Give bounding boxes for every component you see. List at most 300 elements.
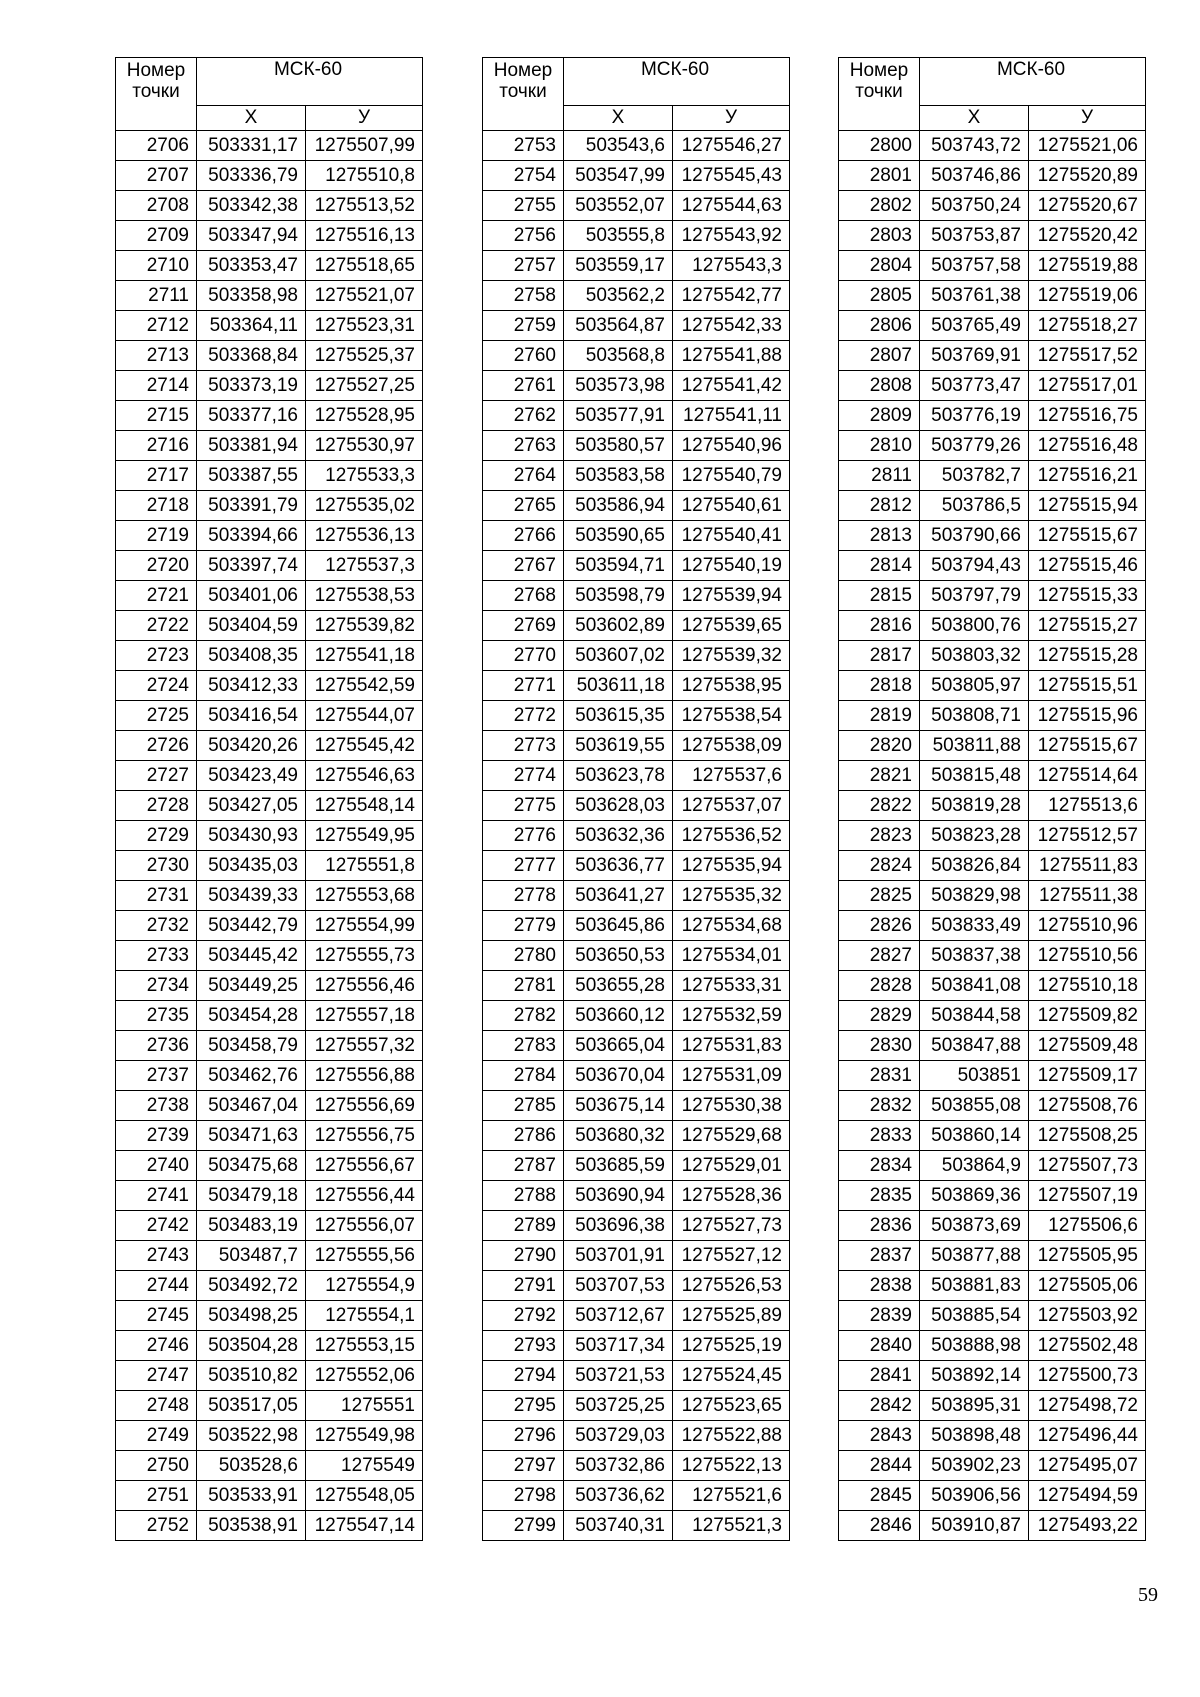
- table-row: [839, 131, 1146, 161]
- y-coordinate-cell: 1275537,07: [673, 791, 790, 821]
- point-number-cell: 2746: [116, 1331, 197, 1361]
- x-coordinate-cell: 503881,83: [920, 1271, 1029, 1301]
- point-number-cell: 2740: [116, 1151, 197, 1181]
- point-number-cell: 2786: [483, 1121, 564, 1151]
- y-coordinate-cell: 1275556,69: [306, 1091, 423, 1121]
- point-number-cell: 2762: [483, 401, 564, 431]
- table-row: [483, 821, 790, 851]
- y-coordinate-cell: 1275532,59: [673, 1001, 790, 1031]
- y-coordinate-cell: 1275544,63: [673, 191, 790, 221]
- x-coordinate-cell: 503611,18: [564, 671, 673, 701]
- point-number-cell: 2730: [116, 851, 197, 881]
- table-row: [483, 1031, 790, 1061]
- y-coordinate-cell: 1275516,13: [306, 221, 423, 251]
- y-coordinate-cell: 1275540,79: [673, 461, 790, 491]
- table-row: [483, 221, 790, 251]
- y-coordinate-cell: 1275518,65: [306, 251, 423, 281]
- x-coordinate-cell: 503364,11: [197, 311, 306, 341]
- point-number-cell: 2823: [839, 821, 920, 851]
- table-row: [116, 821, 423, 851]
- y-coordinate-cell: 1275517,01: [1029, 371, 1146, 401]
- x-coordinate-cell: 503725,25: [564, 1391, 673, 1421]
- x-coordinate-cell: 503805,97: [920, 671, 1029, 701]
- x-coordinate-cell: 503381,94: [197, 431, 306, 461]
- y-coordinate-cell: 1275521,06: [1029, 131, 1146, 161]
- y-coordinate-cell: 1275519,88: [1029, 251, 1146, 281]
- y-coordinate-cell: 1275496,44: [1029, 1421, 1146, 1451]
- y-coordinate-cell: 1275556,67: [306, 1151, 423, 1181]
- y-coordinate-cell: 1275551,8: [306, 851, 423, 881]
- x-coordinate-cell: 503665,04: [564, 1031, 673, 1061]
- x-coordinate-cell: 503729,03: [564, 1421, 673, 1451]
- y-coordinate-cell: 1275515,27: [1029, 611, 1146, 641]
- x-coordinate-cell: 503645,86: [564, 911, 673, 941]
- y-coordinate-cell: 1275554,99: [306, 911, 423, 941]
- table-row: [839, 1391, 1146, 1421]
- page-number: 59: [1138, 1584, 1158, 1606]
- table-row: [839, 461, 1146, 491]
- table-row: [116, 191, 423, 221]
- table-row: [116, 941, 423, 971]
- y-coordinate-cell: 1275520,89: [1029, 161, 1146, 191]
- x-coordinate-cell: 503471,63: [197, 1121, 306, 1151]
- table-row: [839, 1121, 1146, 1151]
- y-coordinate-cell: 1275540,41: [673, 521, 790, 551]
- y-coordinate-cell: 1275524,45: [673, 1361, 790, 1391]
- table-row: [116, 521, 423, 551]
- table-row: [483, 131, 790, 161]
- point-number-cell: 2773: [483, 731, 564, 761]
- point-number-cell: 2761: [483, 371, 564, 401]
- table-row: [839, 1181, 1146, 1211]
- point-number-cell: 2719: [116, 521, 197, 551]
- table-row: [839, 791, 1146, 821]
- y-coordinate-cell: 1275556,88: [306, 1061, 423, 1091]
- x-coordinate-cell: 503655,28: [564, 971, 673, 1001]
- table-row: [116, 1361, 423, 1391]
- y-coordinate-cell: 1275528,95: [306, 401, 423, 431]
- x-coordinate-cell: 503765,49: [920, 311, 1029, 341]
- point-number-cell: 2756: [483, 221, 564, 251]
- table-row: [116, 401, 423, 431]
- point-number-cell: 2844: [839, 1451, 920, 1481]
- x-coordinate-cell: 503685,59: [564, 1151, 673, 1181]
- y-coordinate-cell: 1275548,14: [306, 791, 423, 821]
- table-row: [483, 1271, 790, 1301]
- x-coordinate-cell: 503331,17: [197, 131, 306, 161]
- x-coordinate-cell: 503412,33: [197, 671, 306, 701]
- table-row: [839, 941, 1146, 971]
- x-coordinate-cell: 503336,79: [197, 161, 306, 191]
- point-number-cell: 2769: [483, 611, 564, 641]
- point-number-cell: 2815: [839, 581, 920, 611]
- point-number-cell: 2764: [483, 461, 564, 491]
- table-row: [839, 191, 1146, 221]
- point-number-cell: 2755: [483, 191, 564, 221]
- y-coordinate-cell: 1275529,01: [673, 1151, 790, 1181]
- x-coordinate-cell: 503811,88: [920, 731, 1029, 761]
- x-coordinate-cell: 503445,42: [197, 941, 306, 971]
- table-row: [116, 131, 423, 161]
- point-number-cell: 2780: [483, 941, 564, 971]
- y-coordinate-cell: 1275526,53: [673, 1271, 790, 1301]
- point-number-cell: 2767: [483, 551, 564, 581]
- x-coordinate-cell: 503898,48: [920, 1421, 1029, 1451]
- table-row: [483, 1151, 790, 1181]
- x-coordinate-cell: 503885,54: [920, 1301, 1029, 1331]
- point-number-cell: 2836: [839, 1211, 920, 1241]
- point-number-cell: 2839: [839, 1301, 920, 1331]
- table-row: [839, 341, 1146, 371]
- table-row: [483, 251, 790, 281]
- point-number-cell: 2785: [483, 1091, 564, 1121]
- point-number-cell: 2794: [483, 1361, 564, 1391]
- y-coordinate-cell: 1275538,09: [673, 731, 790, 761]
- table-row: [116, 431, 423, 461]
- point-number-cell: 2789: [483, 1211, 564, 1241]
- y-coordinate-cell: 1275515,51: [1029, 671, 1146, 701]
- x-coordinate-cell: 503423,49: [197, 761, 306, 791]
- point-number-cell: 2770: [483, 641, 564, 671]
- table-row: [839, 251, 1146, 281]
- y-coordinate-cell: 1275508,25: [1029, 1121, 1146, 1151]
- table-row: [116, 461, 423, 491]
- y-coordinate-cell: 1275549,95: [306, 821, 423, 851]
- table-row: [116, 1061, 423, 1091]
- point-number-cell: 2811: [839, 461, 920, 491]
- y-coordinate-cell: 1275556,75: [306, 1121, 423, 1151]
- x-coordinate-cell: 503650,53: [564, 941, 673, 971]
- x-coordinate-cell: 503632,36: [564, 821, 673, 851]
- x-coordinate-cell: 503776,19: [920, 401, 1029, 431]
- point-number-cell: 2713: [116, 341, 197, 371]
- y-coordinate-cell: 1275529,68: [673, 1121, 790, 1151]
- table-row: [483, 941, 790, 971]
- table-row: [116, 761, 423, 791]
- x-coordinate-cell: 503732,86: [564, 1451, 673, 1481]
- y-coordinate-cell: 1275531,83: [673, 1031, 790, 1061]
- x-coordinate-cell: 503829,98: [920, 881, 1029, 911]
- y-coordinate-cell: 1275515,96: [1029, 701, 1146, 731]
- x-coordinate-cell: 503408,35: [197, 641, 306, 671]
- y-coordinate-cell: 1275525,37: [306, 341, 423, 371]
- table-row: [483, 851, 790, 881]
- x-coordinate-cell: 503528,6: [197, 1451, 306, 1481]
- x-coordinate-cell: 503641,27: [564, 881, 673, 911]
- y-coordinate-cell: 1275508,76: [1029, 1091, 1146, 1121]
- table-row: [116, 341, 423, 371]
- table-row: [839, 1061, 1146, 1091]
- table-row: [839, 281, 1146, 311]
- table-row: [483, 1301, 790, 1331]
- y-coordinate-cell: 1275541,18: [306, 641, 423, 671]
- x-coordinate-cell: 503746,86: [920, 161, 1029, 191]
- table-row: [483, 1091, 790, 1121]
- point-number-cell: 2707: [116, 161, 197, 191]
- point-number-cell: 2805: [839, 281, 920, 311]
- point-number-cell: 2830: [839, 1031, 920, 1061]
- point-number-cell: 2715: [116, 401, 197, 431]
- table-row: [483, 701, 790, 731]
- x-coordinate-cell: 503860,14: [920, 1121, 1029, 1151]
- x-coordinate-cell: 503391,79: [197, 491, 306, 521]
- point-number-cell: 2834: [839, 1151, 920, 1181]
- table-row: [116, 281, 423, 311]
- y-coordinate-cell: 1275514,64: [1029, 761, 1146, 791]
- y-coordinate-cell: 1275536,13: [306, 521, 423, 551]
- point-number-cell: 2752: [116, 1511, 197, 1541]
- table-row: [839, 491, 1146, 521]
- y-coordinate-cell: 1275539,32: [673, 641, 790, 671]
- x-coordinate-cell: 503387,55: [197, 461, 306, 491]
- y-coordinate-cell: 1275533,31: [673, 971, 790, 1001]
- table-row: [116, 1211, 423, 1241]
- table-row: [839, 1421, 1146, 1451]
- point-number-cell: 2820: [839, 731, 920, 761]
- x-coordinate-cell: 503892,14: [920, 1361, 1029, 1391]
- x-coordinate-cell: 503427,05: [197, 791, 306, 821]
- table-row: [839, 401, 1146, 431]
- y-coordinate-cell: 1275547,14: [306, 1511, 423, 1541]
- x-coordinate-cell: 503559,17: [564, 251, 673, 281]
- point-number-cell: 2826: [839, 911, 920, 941]
- y-coordinate-cell: 1275507,19: [1029, 1181, 1146, 1211]
- table-row: [116, 671, 423, 701]
- point-number-cell: 2833: [839, 1121, 920, 1151]
- x-coordinate-cell: 503675,14: [564, 1091, 673, 1121]
- y-coordinate-cell: 1275493,22: [1029, 1511, 1146, 1541]
- x-coordinate-cell: 503721,53: [564, 1361, 673, 1391]
- point-number-cell: 2829: [839, 1001, 920, 1031]
- point-number-cell: 2837: [839, 1241, 920, 1271]
- point-number-cell: 2722: [116, 611, 197, 641]
- x-coordinate-cell: 503794,43: [920, 551, 1029, 581]
- point-number-cell: 2776: [483, 821, 564, 851]
- y-coordinate-cell: 1275527,73: [673, 1211, 790, 1241]
- x-coordinate-cell: 503717,34: [564, 1331, 673, 1361]
- x-coordinate-cell: 503736,62: [564, 1481, 673, 1511]
- point-number-cell: 2809: [839, 401, 920, 431]
- table-row: [483, 1421, 790, 1451]
- point-number-cell: 2806: [839, 311, 920, 341]
- table-row: [839, 1271, 1146, 1301]
- x-coordinate-cell: 503397,74: [197, 551, 306, 581]
- table-row: [839, 581, 1146, 611]
- y-coordinate-cell: 1275516,48: [1029, 431, 1146, 461]
- point-number-cell: 2726: [116, 731, 197, 761]
- point-number-cell: 2814: [839, 551, 920, 581]
- table-row: [483, 1121, 790, 1151]
- y-coordinate-cell: 1275505,95: [1029, 1241, 1146, 1271]
- y-coordinate-cell: 1275540,96: [673, 431, 790, 461]
- point-number-cell: 2803: [839, 221, 920, 251]
- table-row: [116, 491, 423, 521]
- y-coordinate-cell: 1275535,32: [673, 881, 790, 911]
- point-number-cell: 2712: [116, 311, 197, 341]
- y-coordinate-cell: 1275555,73: [306, 941, 423, 971]
- point-number-cell: 2734: [116, 971, 197, 1001]
- x-coordinate-cell: 503442,79: [197, 911, 306, 941]
- table-row: [483, 1361, 790, 1391]
- point-number-cell: 2754: [483, 161, 564, 191]
- x-coordinate-cell: 503800,76: [920, 611, 1029, 641]
- x-coordinate-cell: 503690,94: [564, 1181, 673, 1211]
- point-number-cell: 2743: [116, 1241, 197, 1271]
- table-row: [116, 1391, 423, 1421]
- y-coordinate-cell: 1275510,56: [1029, 941, 1146, 971]
- y-coordinate-cell: 1275494,59: [1029, 1481, 1146, 1511]
- x-coordinate-cell: 503435,03: [197, 851, 306, 881]
- point-number-cell: 2735: [116, 1001, 197, 1031]
- table-row: [116, 911, 423, 941]
- table-row: [116, 791, 423, 821]
- x-coordinate-cell: 503844,58: [920, 1001, 1029, 1031]
- coordinate-table-2: [482, 57, 790, 1541]
- point-number-cell: 2741: [116, 1181, 197, 1211]
- x-coordinate-cell: 503636,77: [564, 851, 673, 881]
- x-coordinate-cell: 503458,79: [197, 1031, 306, 1061]
- x-coordinate-cell: 503696,38: [564, 1211, 673, 1241]
- y-coordinate-cell: 1275546,63: [306, 761, 423, 791]
- table-row: [483, 341, 790, 371]
- point-number-cell: 2831: [839, 1061, 920, 1091]
- y-coordinate-cell: 1275495,07: [1029, 1451, 1146, 1481]
- x-coordinate-cell: 503377,16: [197, 401, 306, 431]
- table-row: [839, 1151, 1146, 1181]
- x-coordinate-cell: 503583,58: [564, 461, 673, 491]
- point-number-cell: 2825: [839, 881, 920, 911]
- point-number-cell: 2721: [116, 581, 197, 611]
- x-coordinate-cell: 503590,65: [564, 521, 673, 551]
- table-row: [483, 911, 790, 941]
- table-row: [116, 1181, 423, 1211]
- table-row: [116, 371, 423, 401]
- x-coordinate-cell: 503510,82: [197, 1361, 306, 1391]
- x-coordinate-cell: 503347,94: [197, 221, 306, 251]
- x-coordinate-cell: 503543,6: [564, 131, 673, 161]
- y-coordinate-cell: 1275530,97: [306, 431, 423, 461]
- point-number-cell: 2822: [839, 791, 920, 821]
- point-number-cell: 2813: [839, 521, 920, 551]
- x-coordinate-cell: 503847,88: [920, 1031, 1029, 1061]
- table-row: [116, 731, 423, 761]
- x-coordinate-cell: 503342,38: [197, 191, 306, 221]
- point-number-cell: 2711: [116, 281, 197, 311]
- point-number-cell: 2828: [839, 971, 920, 1001]
- table-row: [839, 701, 1146, 731]
- table-row: [483, 881, 790, 911]
- x-coordinate-cell: 503373,19: [197, 371, 306, 401]
- table-row: [839, 641, 1146, 671]
- y-coordinate-cell: 1275537,3: [306, 551, 423, 581]
- x-coordinate-cell: 503670,04: [564, 1061, 673, 1091]
- y-coordinate-cell: 1275533,3: [306, 461, 423, 491]
- point-number-cell: 2738: [116, 1091, 197, 1121]
- point-number-cell: 2729: [116, 821, 197, 851]
- x-coordinate-cell: 503467,04: [197, 1091, 306, 1121]
- point-number-cell: 2732: [116, 911, 197, 941]
- x-coordinate-cell: 503439,33: [197, 881, 306, 911]
- point-number-cell: 2760: [483, 341, 564, 371]
- x-coordinate-cell: 503680,32: [564, 1121, 673, 1151]
- y-coordinate-cell: 1275505,06: [1029, 1271, 1146, 1301]
- x-coordinate-cell: 503394,66: [197, 521, 306, 551]
- point-number-cell: 2796: [483, 1421, 564, 1451]
- point-number-cell: 2759: [483, 311, 564, 341]
- point-number-cell: 2758: [483, 281, 564, 311]
- point-number-cell: 2799: [483, 1511, 564, 1541]
- table-row: [116, 851, 423, 881]
- table-row: [116, 1091, 423, 1121]
- x-coordinate-cell: 503492,72: [197, 1271, 306, 1301]
- table-row: [116, 701, 423, 731]
- table-row: [839, 971, 1146, 1001]
- point-number-cell: 2771: [483, 671, 564, 701]
- table-row: [483, 1481, 790, 1511]
- coordinate-tables: [115, 57, 1185, 1567]
- x-coordinate-cell: 503707,53: [564, 1271, 673, 1301]
- y-coordinate-cell: 1275507,99: [306, 131, 423, 161]
- point-number-cell: 2810: [839, 431, 920, 461]
- y-coordinate-cell: 1275522,88: [673, 1421, 790, 1451]
- y-coordinate-cell: 1275511,38: [1029, 881, 1146, 911]
- y-coordinate-cell: 1275546,27: [673, 131, 790, 161]
- y-coordinate-cell: 1275517,52: [1029, 341, 1146, 371]
- y-coordinate-cell: 1275503,92: [1029, 1301, 1146, 1331]
- x-coordinate-cell: 503761,38: [920, 281, 1029, 311]
- y-coordinate-cell: 1275556,44: [306, 1181, 423, 1211]
- point-number-cell: 2782: [483, 1001, 564, 1031]
- y-coordinate-cell: 1275515,94: [1029, 491, 1146, 521]
- point-number-cell: 2710: [116, 251, 197, 281]
- x-coordinate-cell: 503851: [920, 1061, 1029, 1091]
- x-coordinate-cell: 503837,38: [920, 941, 1029, 971]
- table-row: [116, 1001, 423, 1031]
- x-coordinate-cell: 503740,31: [564, 1511, 673, 1541]
- point-number-cell: 2797: [483, 1451, 564, 1481]
- x-coordinate-cell: 503701,91: [564, 1241, 673, 1271]
- table-row: [483, 521, 790, 551]
- table-row: [116, 1481, 423, 1511]
- table-row: [116, 221, 423, 251]
- table-row: [116, 1241, 423, 1271]
- y-column-header: У: [673, 106, 790, 131]
- x-coordinate-cell: 503552,07: [564, 191, 673, 221]
- y-coordinate-cell: 1275498,72: [1029, 1391, 1146, 1421]
- y-coordinate-cell: 1275521,07: [306, 281, 423, 311]
- table-row: [839, 431, 1146, 461]
- y-coordinate-cell: 1275534,68: [673, 911, 790, 941]
- table-row: [116, 1151, 423, 1181]
- table-row: [483, 281, 790, 311]
- y-column-header: У: [306, 106, 423, 131]
- y-coordinate-cell: 1275515,28: [1029, 641, 1146, 671]
- y-coordinate-cell: 1275544,07: [306, 701, 423, 731]
- x-coordinate-cell: 503449,25: [197, 971, 306, 1001]
- point-number-cell: 2727: [116, 761, 197, 791]
- x-coordinate-cell: 503564,87: [564, 311, 673, 341]
- x-coordinate-cell: 503786,5: [920, 491, 1029, 521]
- y-coordinate-cell: 1275542,33: [673, 311, 790, 341]
- point-number-cell: 2737: [116, 1061, 197, 1091]
- x-coordinate-cell: 503869,36: [920, 1181, 1029, 1211]
- point-number-cell: 2841: [839, 1361, 920, 1391]
- point-number-cell: 2739: [116, 1121, 197, 1151]
- point-number-cell: 2744: [116, 1271, 197, 1301]
- y-coordinate-cell: 1275549: [306, 1451, 423, 1481]
- x-coordinate-cell: 503475,68: [197, 1151, 306, 1181]
- point-number-cell: 2792: [483, 1301, 564, 1331]
